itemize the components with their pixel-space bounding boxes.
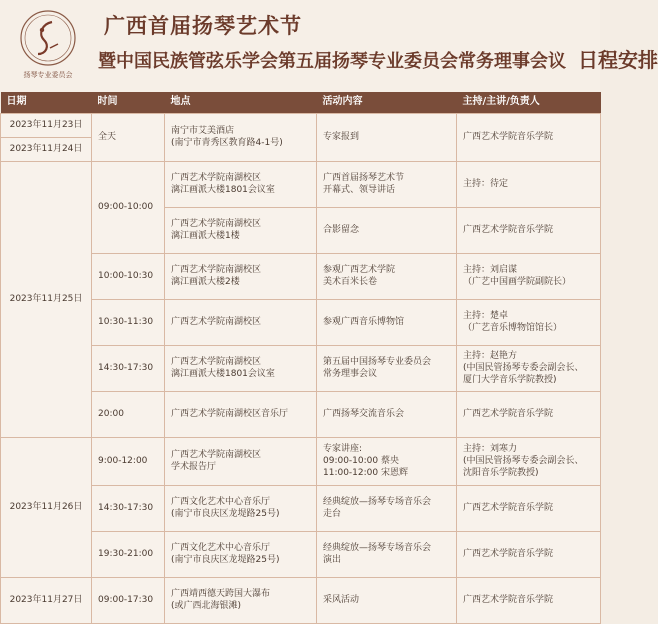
location-line: 广西艺术学院南湖校区 <box>171 265 262 275</box>
table-row <box>1 113 601 137</box>
activity-line: 开幕式、领导讲话 <box>323 185 396 195</box>
host-cell <box>457 391 601 437</box>
activity-line: 合影留念 <box>323 225 360 235</box>
location-line: 南宁市艾美酒店 <box>171 126 235 136</box>
host-line: 广西艺术学院音乐学院 <box>463 132 554 142</box>
host-cell <box>457 577 601 623</box>
activity-line: 广西扬琴交流音乐会 <box>323 409 405 419</box>
host-line: 广西艺术学院音乐学院 <box>463 225 554 235</box>
time-cell: 10:00-10:30 <box>92 253 165 299</box>
activity-line: 11:00-12:00 宋恩辉 <box>323 468 408 478</box>
activity-cell <box>317 299 457 345</box>
host-cell <box>457 485 601 531</box>
location-cell <box>165 113 317 161</box>
activity-line: 经典绽放—扬琴专场音乐会 <box>323 497 432 507</box>
activity-line: 采风活动 <box>323 595 360 605</box>
subtitle-suffix: 日程安排 <box>578 48 658 72</box>
location-line: 广西文化艺术中心音乐厅 <box>171 543 271 553</box>
location-cell <box>165 253 317 299</box>
host-line: (中国民管扬琴专委会副会长、 <box>463 363 584 373</box>
column-header-date: 日期 <box>1 92 92 113</box>
location-cell <box>165 437 317 485</box>
time-cell: 19:30-21:00 <box>92 531 165 577</box>
subtitle-text: 暨中国民族管弦乐学会第五届扬琴专业委员会常务理事会议 <box>98 51 566 72</box>
host-line: 主持：刘寒力 <box>463 444 518 454</box>
location-cell <box>165 577 317 623</box>
time-cell: 14:30-17:30 <box>92 345 165 391</box>
location-line: 广西艺术学院南湖校区 <box>171 173 262 183</box>
location-line: 广西靖西德天跨国大瀑布 <box>171 589 271 599</box>
activity-cell <box>317 161 457 207</box>
host-line: 主持：刘启谋 <box>463 265 518 275</box>
time-cell: 09:00-17:30 <box>92 577 165 623</box>
activity-line: 经典绽放—扬琴专场音乐会 <box>323 543 432 553</box>
location-cell <box>165 391 317 437</box>
date-cell: 2023年11月27日 <box>1 577 92 623</box>
location-line: (南宁市青秀区教育路4-1号) <box>171 138 283 148</box>
column-header-time: 时间 <box>92 92 165 113</box>
activity-line: 参观广西音乐博物馆 <box>323 317 405 327</box>
host-cell <box>457 437 601 485</box>
location-line: 学术报告厅 <box>171 462 217 472</box>
location-line: (南宁市良庆区龙堤路25号) <box>171 509 280 519</box>
host-line: (中国民管扬琴专委会副会长、 <box>463 456 584 466</box>
activity-line: 参观广西艺术学院 <box>323 265 396 275</box>
schedule-table <box>0 92 601 624</box>
location-line: (南宁市良庆区龙堤路25号) <box>171 555 280 565</box>
column-header-activity: 活动内容 <box>317 92 457 113</box>
activity-cell <box>317 391 457 437</box>
activity-line: 美术百米长卷 <box>323 277 378 287</box>
table-header-row <box>1 92 601 113</box>
time-cell: 10:30-11:30 <box>92 299 165 345</box>
activity-cell <box>317 207 457 253</box>
page-subtitle <box>98 44 658 73</box>
location-line: 漓江画派大楼1801会议室 <box>171 369 275 379</box>
activity-cell <box>317 437 457 485</box>
location-cell <box>165 531 317 577</box>
location-line: 广西艺术学院南湖校区 <box>171 317 262 327</box>
host-line: 主持：楚卓 <box>463 311 509 321</box>
host-line: 厦门大学音乐学院教授) <box>463 375 557 385</box>
activity-cell <box>317 577 457 623</box>
location-line: 漓江画派大楼1楼 <box>171 231 240 241</box>
activity-line: 走台 <box>323 509 342 519</box>
host-line: 广西艺术学院音乐学院 <box>463 503 554 513</box>
activity-cell <box>317 113 457 161</box>
host-line: 广西艺术学院音乐学院 <box>463 549 554 559</box>
host-line: 广西艺术学院音乐学院 <box>463 409 554 419</box>
location-line: 广西文化艺术中心音乐厅 <box>171 497 271 507</box>
activity-line: 专家讲座: <box>323 444 363 454</box>
host-line: （广艺中国画学院副院长） <box>463 277 572 287</box>
host-line: （广艺音乐博物馆馆长） <box>463 323 563 333</box>
association-logo <box>12 8 84 86</box>
date-cell: 2023年11月26日 <box>1 437 92 577</box>
time-cell: 9:00-12:00 <box>92 437 165 485</box>
activity-line: 专家报到 <box>323 132 360 142</box>
page-title: 广西首届扬琴艺术节 <box>104 13 302 38</box>
activity-line: 09:00-10:00 蔡央 <box>323 456 399 466</box>
time-cell: 09:00-10:00 <box>92 161 165 253</box>
host-line: 主持：赵艳方 <box>463 351 518 361</box>
date-cell: 2023年11月25日 <box>1 161 92 437</box>
column-header-location: 地点 <box>165 92 317 113</box>
location-cell <box>165 485 317 531</box>
location-cell <box>165 161 317 207</box>
activity-cell <box>317 253 457 299</box>
table-row <box>1 577 601 623</box>
host-line: 主持：待定 <box>463 179 509 189</box>
location-line: 漓江画派大楼2楼 <box>171 277 240 287</box>
date-cell: 2023年11月24日 <box>1 137 92 161</box>
host-cell <box>457 113 601 161</box>
location-cell <box>165 345 317 391</box>
host-line: 沈阳音乐学院教授) <box>463 468 539 478</box>
location-line: 广西艺术学院南湖校区 <box>171 450 262 460</box>
time-cell: 20:00 <box>92 391 165 437</box>
activity-line: 第五届中国扬琴专业委员会 <box>323 357 432 367</box>
host-cell <box>457 345 601 391</box>
host-cell <box>457 299 601 345</box>
activity-cell <box>317 485 457 531</box>
time-cell: 14:30-17:30 <box>92 485 165 531</box>
table-row <box>1 161 601 207</box>
host-cell <box>457 531 601 577</box>
logo-caption: 扬琴专业委员会 <box>23 71 73 79</box>
location-line: 广西艺术学院南湖校区 <box>171 357 262 367</box>
location-line: 广西艺术学院南湖校区 <box>171 219 262 229</box>
location-line: (或广西北海银滩) <box>171 601 242 611</box>
activity-line: 演出 <box>323 555 342 565</box>
activity-cell <box>317 345 457 391</box>
activity-cell <box>317 531 457 577</box>
activity-line: 广西首届扬琴艺术节 <box>323 173 405 183</box>
yangqin-emblem-icon <box>12 8 84 70</box>
host-cell <box>457 207 601 253</box>
table-row <box>1 437 601 485</box>
host-cell <box>457 161 601 207</box>
column-header-host: 主持/主讲/负责人 <box>457 92 601 113</box>
location-line: 广西艺术学院南湖校区音乐厅 <box>171 409 289 419</box>
location-cell <box>165 207 317 253</box>
time-cell: 全天 <box>92 113 165 161</box>
date-cell: 2023年11月23日 <box>1 113 92 137</box>
location-line: 漓江画派大楼1801会议室 <box>171 185 275 195</box>
host-cell <box>457 253 601 299</box>
page-header <box>0 0 658 92</box>
location-cell <box>165 299 317 345</box>
activity-line: 常务理事会议 <box>323 369 378 379</box>
host-line: 广西艺术学院音乐学院 <box>463 595 554 605</box>
